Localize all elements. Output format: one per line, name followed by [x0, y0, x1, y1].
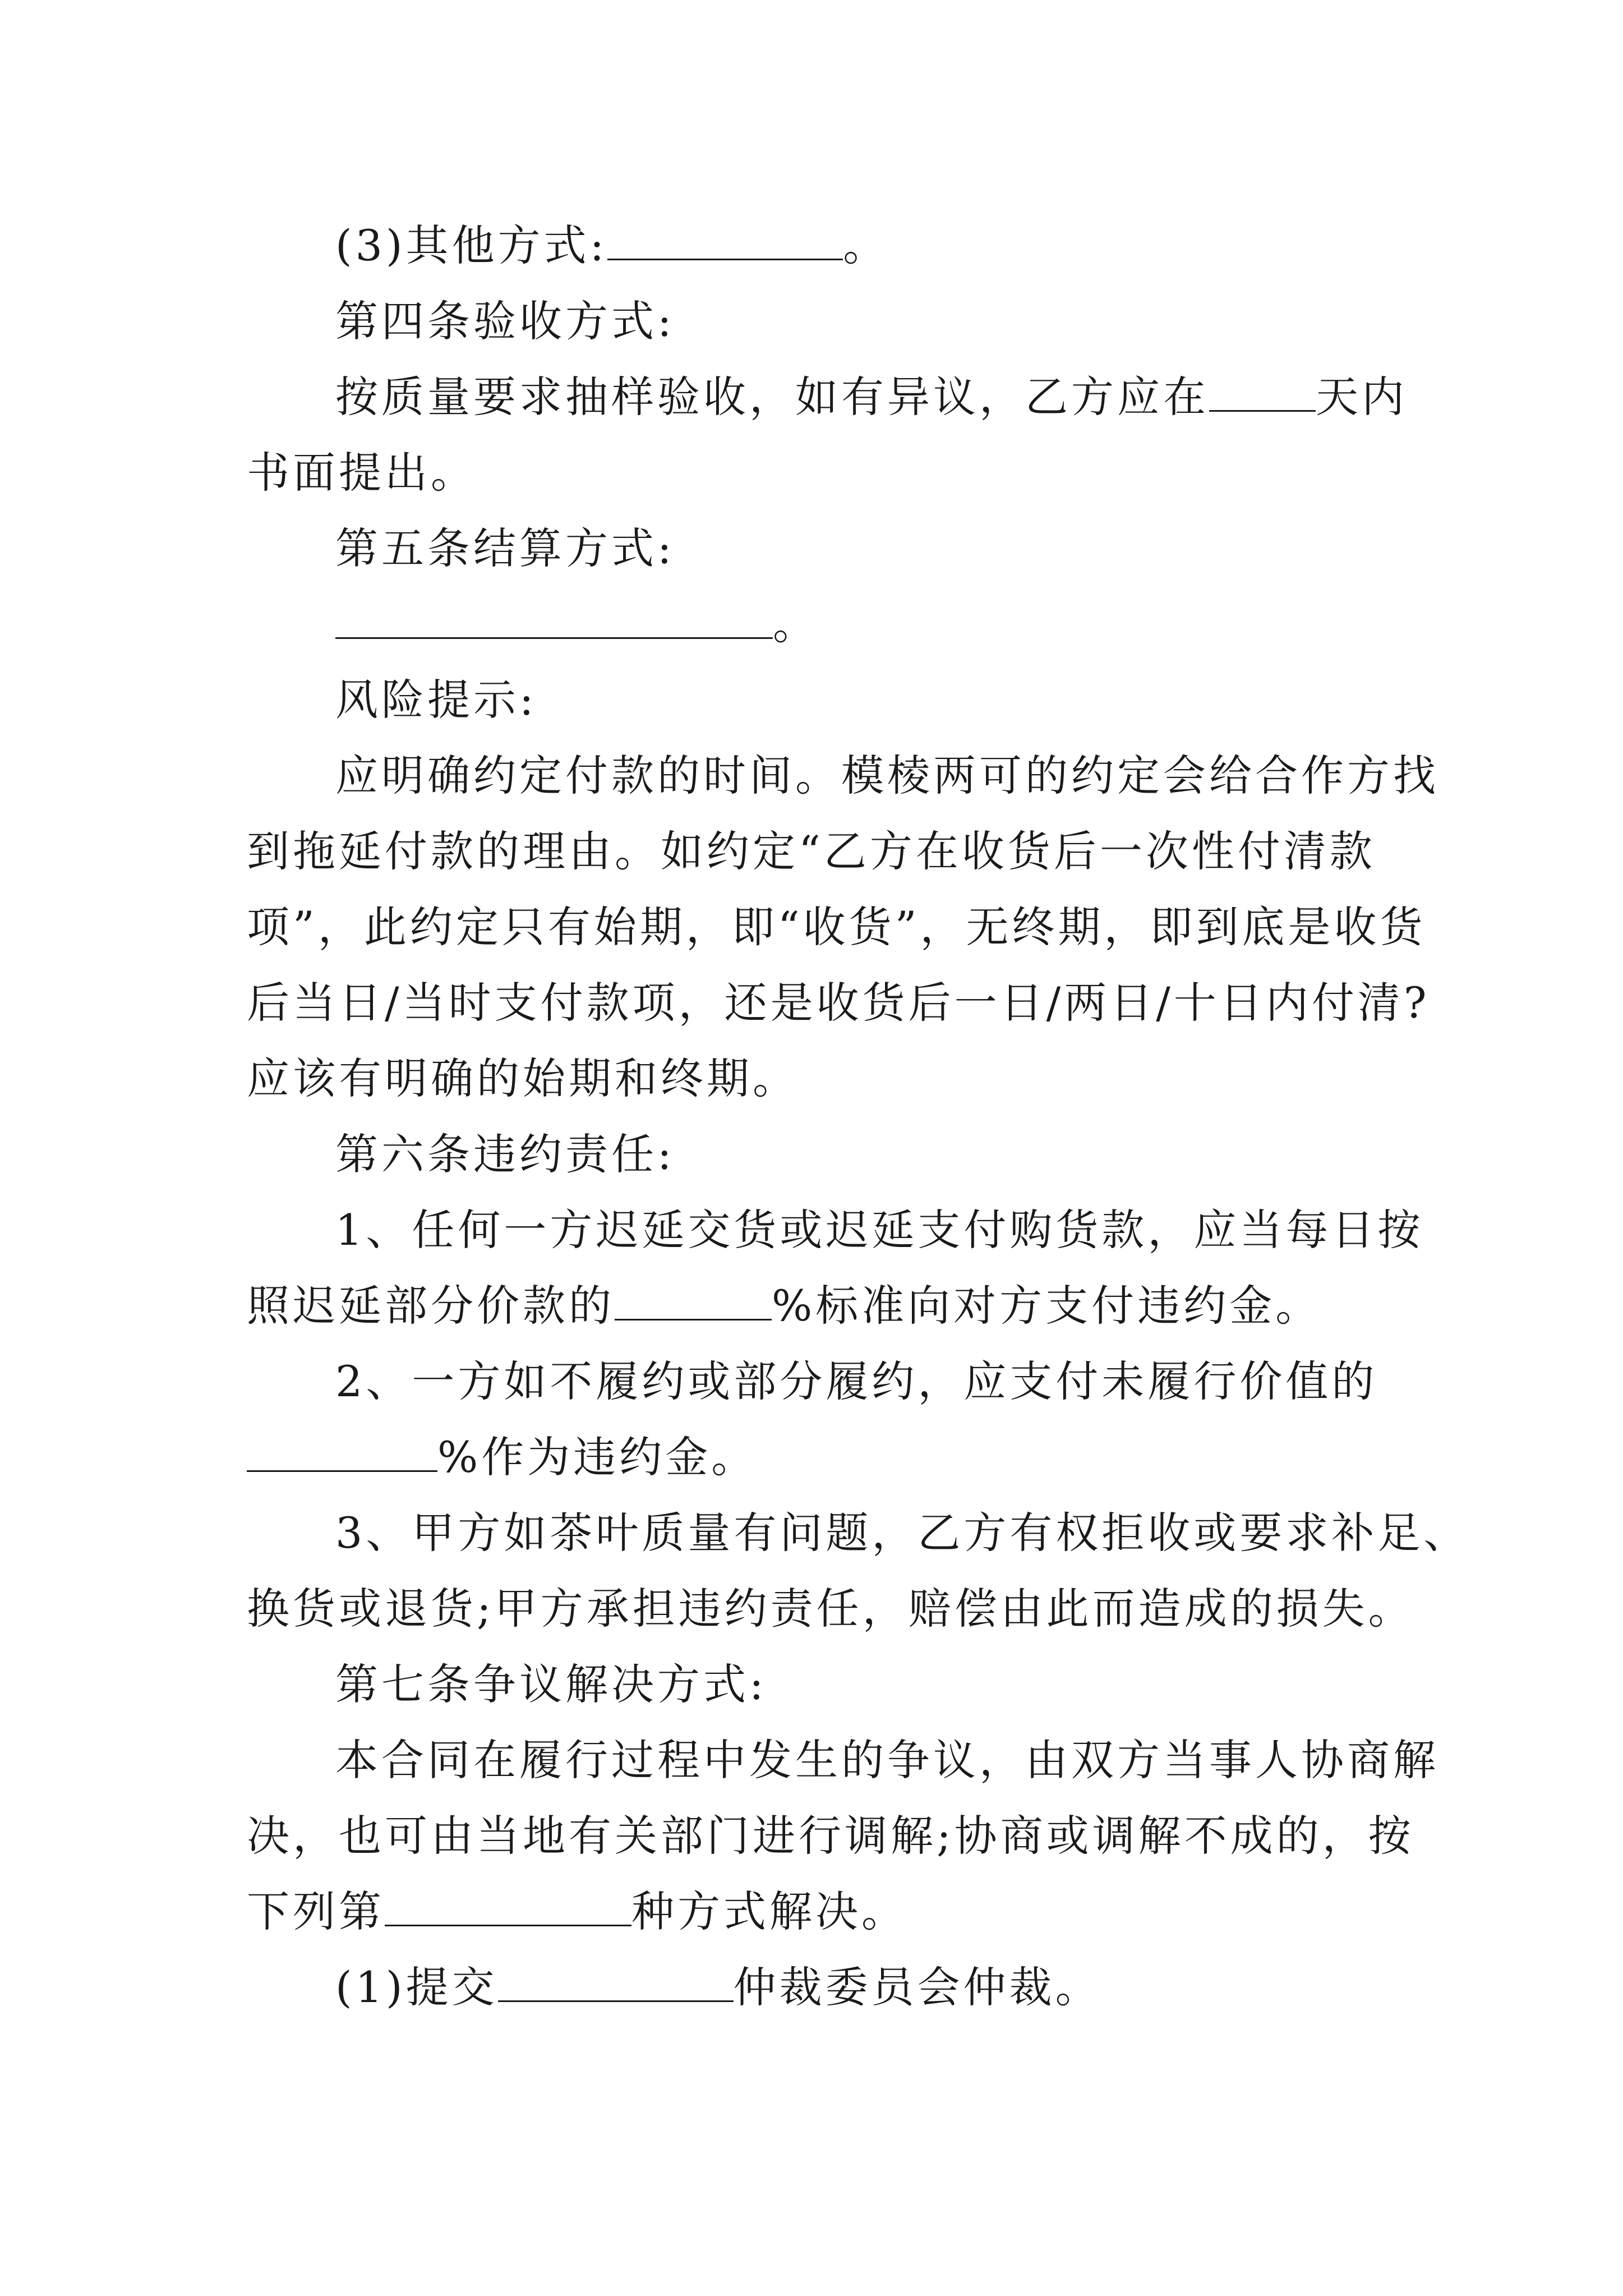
line-text: 下列第: [247, 1887, 385, 1936]
article-4-body: [335, 369, 1491, 425]
article-7-body-cont: 决，也可由当地有关部门进行调解;协商或调解不成的，按: [247, 1811, 1414, 1861]
article-5-body: [335, 596, 1491, 652]
risk-tip-line: 到拖延付款的理由。如约定“乙方在收货后一次性付清款: [247, 826, 1376, 876]
line-text: 。: [843, 220, 889, 270]
risk-tip-line: 应该有明确的始期和终期。: [247, 1053, 799, 1103]
article-7-body-cont: [247, 1884, 1402, 1940]
risk-tip-line: 项”，此约定只有始期，即“收货”，无终期，即到底是收货: [247, 902, 1426, 952]
article-7-heading: 第七条争议解决方式:: [335, 1659, 767, 1709]
fill-in-blank-option[interactable]: [385, 1885, 631, 1926]
article-6-item-2-cont: [247, 1429, 1402, 1485]
article-7-body: 本合同在履行过程中发生的争议，由双方当事人协商解: [335, 1735, 1439, 1785]
line-text: 种方式解决。: [631, 1887, 907, 1936]
line-text: (1)提交: [335, 1962, 498, 2012]
article-6-item-1-cont: [247, 1278, 1402, 1334]
article-6-item-2: 2、一方如不履约或部分履约，应支付未履行价值的: [335, 1356, 1378, 1406]
fill-in-blank[interactable]: [607, 219, 843, 260]
article-6-item-1: 1、任何一方迟延交货或迟延支付购货款，应当每日按: [335, 1205, 1424, 1255]
line-text: %作为违约金。: [437, 1432, 758, 1482]
clause-3-other-method: [335, 218, 1491, 274]
fill-in-blank-arbitration[interactable]: [498, 1961, 734, 2002]
line-text: 。: [773, 599, 819, 649]
line-text: %标准向对方支付违约金。: [772, 1281, 1322, 1331]
risk-tip-line: 后当日/当时支付款项，还是收货后一日/两日/十日内付清?: [247, 978, 1430, 1028]
line-text: 按质量要求抽样验收，如有异议，乙方应在: [335, 372, 1209, 422]
fill-in-blank-percent[interactable]: [247, 1431, 437, 1472]
article-4-body-cont: 书面提出。: [247, 448, 477, 498]
fill-in-blank-settlement[interactable]: [335, 598, 773, 639]
line-text: (3)其他方式:: [335, 220, 608, 270]
line-text: 天内: [1316, 372, 1408, 422]
article-5-heading: 第五条结算方式:: [335, 523, 675, 573]
line-text: 仲裁委员会仲裁。: [733, 1962, 1101, 2012]
fill-in-blank-days[interactable]: [1209, 371, 1316, 412]
line-text: 照迟延部分价款的: [247, 1281, 615, 1331]
risk-tip-heading: 风险提示:: [335, 675, 537, 725]
article-6-item-3: 3、甲方如茶叶质量有问题，乙方有权拒收或要求补足、: [335, 1508, 1470, 1558]
article-7-option-1: [335, 1959, 1491, 2016]
article-6-item-3-cont: 换货或退货;甲方承担违约责任，赔偿由此而造成的损失。: [247, 1584, 1414, 1634]
article-4-heading: 第四条验收方式:: [335, 296, 675, 346]
article-6-heading: 第六条违约责任:: [335, 1129, 675, 1179]
risk-tip-line: 应明确约定付款的时间。模棱两可的约定会给合作方找: [335, 751, 1439, 800]
fill-in-blank-percent[interactable]: [615, 1280, 772, 1320]
